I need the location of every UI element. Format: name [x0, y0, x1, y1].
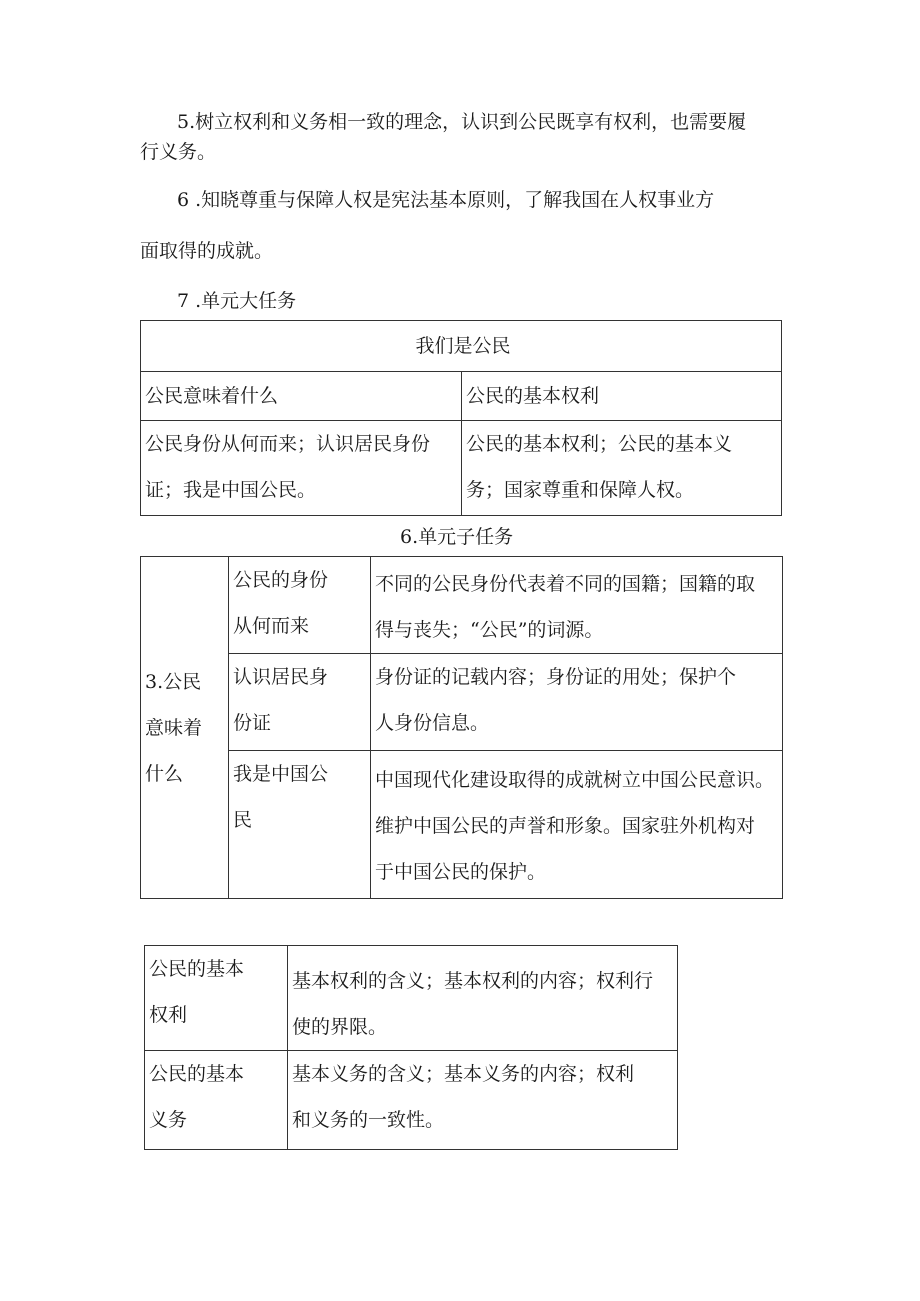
big-task-table: [140, 320, 782, 516]
subtask-group-label-line-2: 意味着: [145, 716, 203, 739]
subtask-row-3-topic: [229, 751, 371, 899]
big-task-col2-body-line-1: 公民的基本权利；公民的基本义: [466, 433, 733, 455]
duties-row-content-line-1: 基本义务的含义；基本义务的内容；权利: [292, 1063, 635, 1085]
paragraph-6-line-1: 6 .知晓尊重与保障人权是宪法基本原则，了解我国在人权事业方: [177, 189, 715, 211]
subtask-row-3-content-line-1: 中国现代化建设取得的成就树立中国公民意识。: [375, 769, 775, 791]
subtask-row-1-topic-line-1: 公民的身份: [233, 569, 329, 591]
subtask-row-3-topic-line-1: 我是中国公: [233, 763, 329, 785]
paragraph-5-line-2: 行义务。: [140, 141, 217, 163]
duties-row-content-line-2: 和义务的一致性。: [292, 1109, 445, 1131]
subtask-row-1-content-line-2: 得与丧失；“公民”的词源。: [375, 619, 604, 641]
subtask-row-3-content-line-2: 维护中国公民的声誉和形象。国家驻外机构对: [375, 815, 756, 837]
big-task-col1-body: [141, 421, 462, 516]
rights-row-content-line-2: 使的界限。: [292, 1016, 388, 1038]
subtask-row-2-content-line-2: 人身份信息。: [375, 712, 490, 734]
big-task-col2-header: 公民的基本权利: [462, 372, 782, 421]
subtask-row-2-topic-line-2: 份证: [233, 712, 272, 734]
paragraph-6-line-2: 面取得的成就。: [140, 240, 274, 262]
big-task-title: 我们是公民: [141, 321, 782, 372]
big-task-col1-header: 公民意味着什么: [141, 372, 462, 421]
subtask-row-3-content: [371, 751, 783, 899]
subtask-group-label-line-3: 什么: [145, 762, 184, 785]
subtask-row-2-content-line-1: 身份证的记载内容；身份证的用处；保护个: [375, 666, 737, 688]
subtask-group-label-line-1: 3.公民: [145, 670, 202, 693]
big-task-col1-body-line-2: 证；我是中国公民。: [145, 479, 317, 501]
big-task-col2-body-line-2: 务；国家尊重和保障人权。: [466, 479, 695, 501]
subtask-row-2-topic-line-1: 认识居民身: [233, 666, 329, 688]
duties-row-topic-line-1: 公民的基本: [149, 1063, 245, 1085]
duties-row-topic-line-2: 义务: [149, 1109, 188, 1131]
paragraph-7-heading: 7 .单元大任务: [177, 290, 297, 312]
subtask-row-1-topic: [229, 557, 371, 654]
big-task-col2-body: [462, 421, 782, 516]
subtask-row-2-content: [371, 654, 783, 751]
subtask-row-1-content: [371, 557, 783, 654]
big-task-col1-body-line-1: 公民身份从何而来；认识居民身份: [145, 433, 431, 455]
subtask-heading: 6.单元子任务: [400, 526, 514, 548]
paragraph-5-line-1: 5.树立权利和义务相一致的理念，认识到公民既享有权利，也需要履: [177, 111, 747, 133]
subtask-group-label: [141, 557, 229, 899]
subtask-row-3-content-line-3: 于中国公民的保护。: [375, 861, 547, 883]
rights-duties-table: [144, 945, 678, 1150]
rights-row-content: [288, 946, 678, 1051]
rights-row-topic-line-1: 公民的基本: [149, 958, 245, 980]
rights-row-topic-line-2: 权利: [149, 1004, 188, 1026]
subtask-row-2-topic: [229, 654, 371, 751]
rights-row-content-line-1: 基本权利的含义；基本权利的内容；权利行: [292, 970, 654, 992]
duties-row-content: [288, 1051, 678, 1150]
subtask-table: [140, 556, 783, 899]
subtask-row-3-topic-line-2: 民: [233, 809, 253, 831]
duties-row-topic: [145, 1051, 288, 1150]
subtask-row-1-content-line-1: 不同的公民身份代表着不同的国籍；国籍的取: [375, 573, 756, 595]
rights-row-topic: [145, 946, 288, 1051]
subtask-row-1-topic-line-2: 从何而来: [233, 615, 310, 637]
